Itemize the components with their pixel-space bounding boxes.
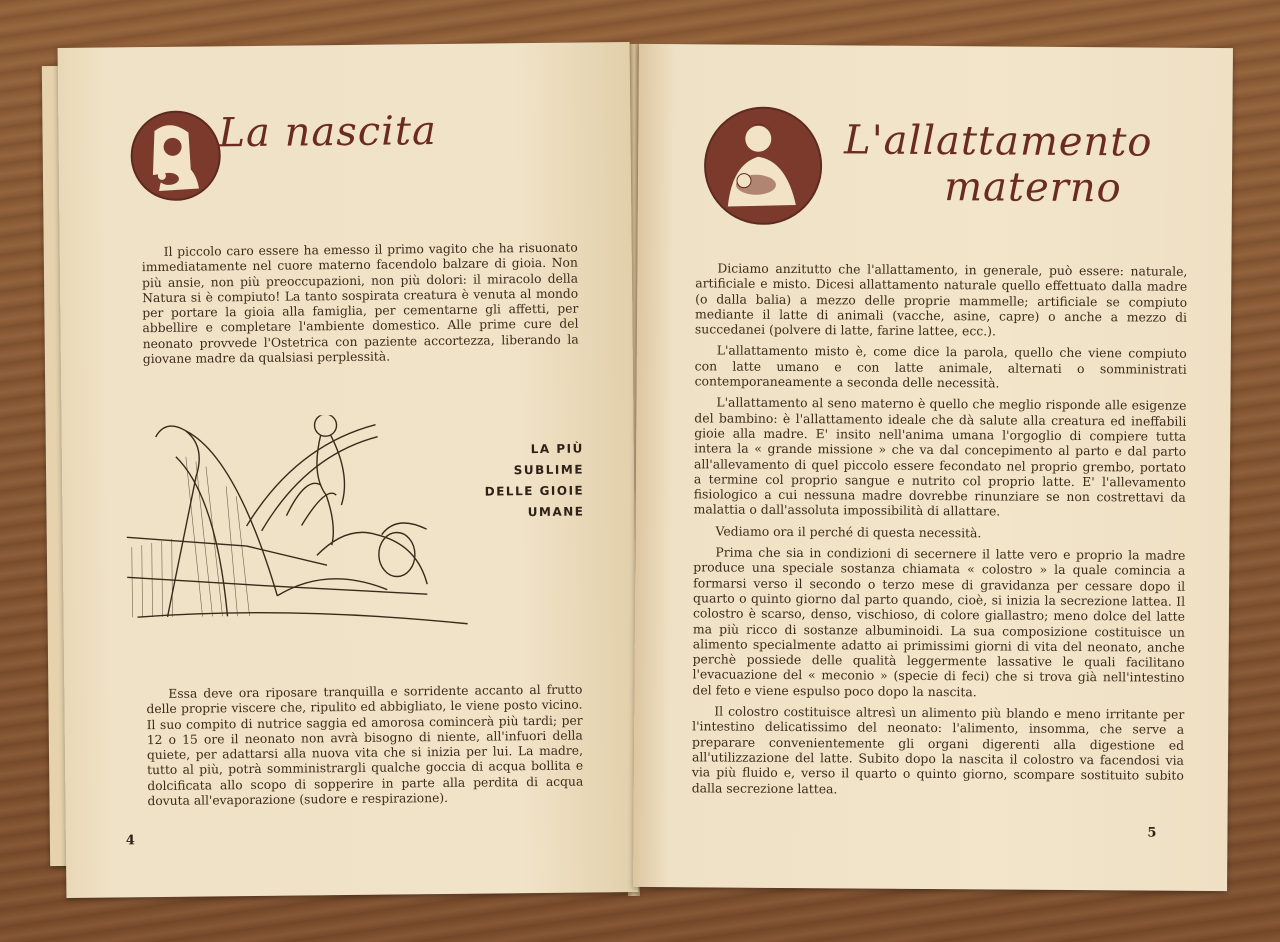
left-paragraph-intro xyxy=(142,241,579,374)
right-page xyxy=(633,44,1233,891)
left-page-title: La nascita xyxy=(218,108,438,157)
illustration-caption xyxy=(458,439,585,524)
caption-line: LA PIÙ SUBLIME xyxy=(513,441,585,478)
title-line: L'allattamento xyxy=(843,117,1153,166)
page-number: 5 xyxy=(1147,825,1157,841)
nursing-mother-emblem xyxy=(704,106,823,225)
nun-with-baby-emblem xyxy=(130,110,221,201)
right-page-title xyxy=(818,117,1179,212)
paragraph-text: Prima che sia in condizioni di secernere il latte vero e proprio la madre produce una speciale sostanza chiamata « colostro » la quale comincia a formarsi verso il secondo o terzo mese di gravidanza per cessare dopo il quarto o quinto giorno dal parto quando, cioè, si inizia la secrezione lattea. Il colostro è scarso, denso, vischioso, di colore giallastro; meno dolce del latte ma più ricco di sostanze albuminoidi. La sua composizione costituisce un alimento specialmente adatto ai primissimi giorni di vita del neonato, anche perchè possiede delle qualità leggermente lassative le quali facilitano l'evacuazione del « meconio » (specie di feci) che si trova già nell'intestino del feto e viene espulso poco dopo la nascita. xyxy=(692,544,1186,700)
right-page-body xyxy=(692,260,1188,804)
paragraph-text: Diciamo anzitutto che l'allattamento, in generale, può essere: naturale, artificiale e misto. Dicesi allattamento naturale quello effettuato dalla madre (o dalla balia) a mezzo delle proprie mammelle; artificiale se compiuto mediante il latte di animali (vacche, asine, capre) o anche a mezzo di succedanei (polvere di latte, farine lattee, ecc.). xyxy=(694,260,1188,339)
caption-line: UMANE xyxy=(527,504,585,520)
paragraph-text: Il colostro costituisce altresì un alimento più blando e meno irritante per l'intestino delicatissimo del neonato: l'alimento, insomma, che serve a preparare convenientemente gli organi digerenti alla digestione ed all'utilizzazione del latte. Subito dopo la nascita il colostro va facendosi via via più fluido e, verso il quarto o quinto giorno, scompare sostituito subito dalla secrezione lattea. xyxy=(691,703,1185,796)
paragraph-text: Essa deve ora riposare tranquilla e sorridente accanto al frutto delle proprie viscere che, ripulito ed abbigliato, le viene posto vicino. Il suo compito di nutrice saggia ed amorosa comincerà più tardi; per 12 o 15 ore il neonato non avrà bisogno di niente, all'infuori della quiete, per adattarsi alla nuova vita che si inizia per lui. La madre, tutto al più, potrà somministrargli qualche goccia di acqua bollita e dolcificata allo scopo di sopperire in parte alla perdita di acqua dovuta all'evaporazione (sudore e respirazione). xyxy=(146,682,584,809)
left-paragraph-rest xyxy=(146,683,583,816)
page-number: 4 xyxy=(125,833,135,849)
caption-line: DELLE GIOIE xyxy=(484,483,585,499)
paragraph-text: Il piccolo caro essere ha emesso il primo vagito che ha risuonato immediatamente nel cuore materno facendolo balzare di gioia. Non più ansie, non più preoccupazioni, non più dolori: il miracolo della Natura si è compiuto! La tanto sospirata creatura è venuta al mondo per portare la gioia alla famiglia, per cementarne gli affetti, per abbellire e completare l'ambiente domestico. Alle prime cure del neonato provvede l'Ostetrica con paziente accortezza, liberando la giovane madre da qualsiasi perplessità. xyxy=(141,240,579,367)
title-line: materno xyxy=(944,164,1122,212)
left-page xyxy=(58,42,639,898)
paragraph-text: L'allattamento misto è, come dice la parola, quello che viene compiuto con latte umano e con latte animale, alternati o somministrati contemporaneamente a seconda delle necessità. xyxy=(694,342,1187,391)
mother-in-bed-illustration xyxy=(125,414,477,648)
paragraph-text: L'allattamento al seno materno è quello che meglio risponde alle esigenze del bambino: è l'allattamento ideale che dà salute alla creatura ed ineffabili gioie alla madre. E' insito nell'anima umana l'orgoglio di compiere tutta intera la « grande missione » che va dal concepimento al parto e dal parto all'allevamento di quel piccolo essere fecondato nel proprio grembo, portato a termine col proprio sangue e nutrito col proprio latte. E' l'allevamento fisiologico a cui nessuna madre dovrebbe rinunziare se non costrettavi da malattia o dall'assoluta impossibilità di allattare. xyxy=(693,394,1187,519)
paragraph-text: Vediamo ora il perché di questa necessità. xyxy=(715,523,982,541)
